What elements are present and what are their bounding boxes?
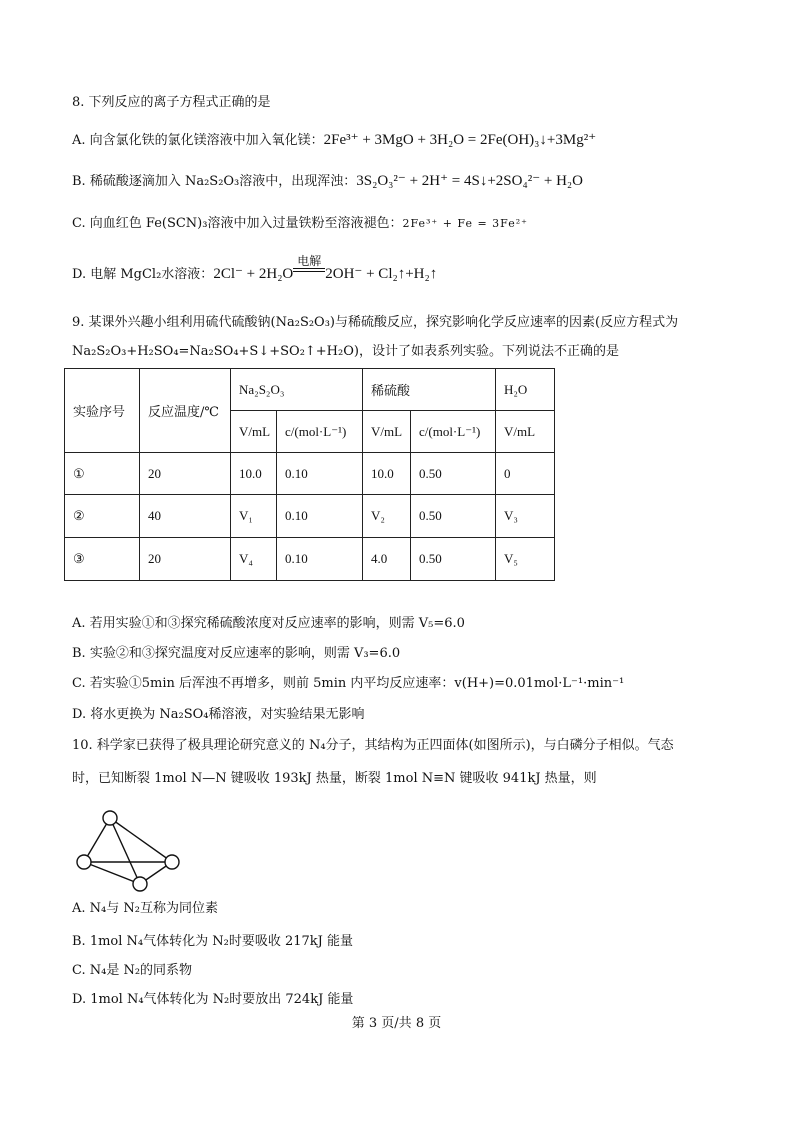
- atom-node: [133, 877, 147, 891]
- q9-stem-line1: 9. 某课外兴趣小组利用硫代硫酸钠(Na₂S₂O₃)与稀硫酸反应，探究影响化学反应速率的因素(反应方程式为: [72, 315, 679, 330]
- q9-option-c: C. 若实验①5min 后浑浊不再增多，则前 5min 内平均反应速率：v(H+)=0.01mol·L⁻¹·min⁻¹: [72, 676, 625, 691]
- table-cell: ③: [65, 538, 140, 581]
- q8-option-b-text: B. 稀硫酸逐滴加入 Na₂S₂O₃溶液中，出现浑浊：: [72, 174, 357, 189]
- electrolysis-arrow: [293, 254, 325, 284]
- q8-option-c-equation: 2Fe³⁺ + Fe = 3Fe²⁺: [402, 217, 528, 230]
- atom-node: [165, 855, 179, 869]
- table-cell: V₁: [231, 495, 277, 538]
- subheader-volume: V/mL: [496, 411, 555, 453]
- table-row: [65, 453, 555, 495]
- q8-option-a-text: A. 向含氯化铁的氯化镁溶液中加入氧化镁：: [72, 133, 324, 148]
- header-water: H₂O: [496, 369, 555, 411]
- q8-option-b: [72, 172, 583, 191]
- subheader-concentration: c/(mol·L⁻¹): [277, 411, 363, 453]
- table-row: [65, 495, 555, 538]
- q8-option-c-text: C. 向血红色 Fe(SCN)₃溶液中加入过量铁粉至溶液褪色：: [72, 216, 403, 231]
- q8-stem: 8. 下列反应的离子方程式正确的是: [72, 95, 271, 110]
- table-cell: V₃: [496, 495, 555, 538]
- subheader-volume: V/mL: [363, 411, 411, 453]
- q10-option-c: C. N₄是 N₂的同系物: [72, 963, 193, 978]
- table-cell: 0: [496, 453, 555, 495]
- table-cell: 0.50: [411, 495, 496, 538]
- table-cell: 0.10: [277, 538, 363, 581]
- table-row: [65, 538, 555, 581]
- q8-option-d-text: D. 电解 MgCl₂水溶液：: [72, 267, 214, 282]
- subheader-concentration: c/(mol·L⁻¹): [411, 411, 496, 453]
- table-cell: 10.0: [363, 453, 411, 495]
- q9-option-d: D. 将水更换为 Na₂SO₄稀溶液，对实验结果无影响: [72, 707, 365, 722]
- atom-node: [103, 811, 117, 825]
- header-sulfuric-acid: 稀硫酸: [363, 369, 496, 411]
- n4-tetrahedron-diagram: [68, 810, 188, 900]
- header-temperature: 反应温度/℃: [140, 369, 231, 453]
- q10-stem-line1: 10. 科学家已获得了极具理论研究意义的 N₄分子，其结构为正四面体(如图所示)，与白磷分子相似。气态: [72, 738, 674, 753]
- table-cell: 10.0: [231, 453, 277, 495]
- table-header-row: [65, 369, 555, 411]
- q8-option-d-left: 2Cl⁻ + 2H₂O: [213, 266, 294, 282]
- table-cell: V₂: [363, 495, 411, 538]
- q8-option-a: [72, 131, 596, 150]
- header-thiosulfate: Na₂S₂O₃: [231, 369, 363, 411]
- q9-option-b: B. 实验②和③探究温度对反应速率的影响，则需 V₃=6.0: [72, 646, 401, 661]
- q10-option-b: B. 1mol N₄气体转化为 N₂时要吸收 217kJ 能量: [72, 934, 354, 949]
- q8-option-c: [72, 215, 528, 233]
- table-cell: 0.10: [277, 453, 363, 495]
- atom-node: [77, 855, 91, 869]
- header-index: 实验序号: [65, 369, 140, 453]
- table-cell: V₄: [231, 538, 277, 581]
- q8-option-b-equation: 3S₂O₃²⁻ + 2H⁺ = 4S↓+2SO₄²⁻ + H₂O: [356, 173, 583, 189]
- q10-option-d: D. 1mol N₄气体转化为 N₂时要放出 724kJ 能量: [72, 992, 354, 1007]
- table-cell: 20: [140, 538, 231, 581]
- table-cell: 4.0: [363, 538, 411, 581]
- electrolysis-label: 电解: [297, 254, 322, 268]
- table-cell: 20: [140, 453, 231, 495]
- q9-stem-line2: Na₂S₂O₃+H₂SO₄=Na₂SO₄+S↓+SO₂↑+H₂O)，设计了如表系列实验。下列说法不正确的是: [72, 344, 619, 359]
- table-cell: 0.50: [411, 538, 496, 581]
- q10-option-a: A. N₄与 N₂互称为同位素: [72, 901, 218, 916]
- table-cell: 40: [140, 495, 231, 538]
- subheader-volume: V/mL: [231, 411, 277, 453]
- table-cell: ②: [65, 495, 140, 538]
- table-cell: 0.50: [411, 453, 496, 495]
- q10-stem-line2: 时，已知断裂 1mol N—N 键吸收 193kJ 热量，断裂 1mol N≡N 键吸收 941kJ 热量，则: [72, 771, 597, 786]
- table-cell: ①: [65, 453, 140, 495]
- q8-option-d-right: 2OH⁻ + Cl₂↑+H₂↑: [325, 266, 438, 282]
- experiment-table: [64, 368, 555, 581]
- q8-option-d: [72, 254, 438, 284]
- q9-option-a: A. 若用实验①和③探究稀硫酸浓度对反应速率的影响，则需 V₅=6.0: [72, 616, 465, 631]
- page-footer: 第 3 页/共 8 页: [351, 1016, 442, 1031]
- table-cell: 0.10: [277, 495, 363, 538]
- table-cell: V₅: [496, 538, 555, 581]
- q8-option-a-equation: 2Fe³⁺ + 3MgO + 3H₂O = 2Fe(OH)₃↓+3Mg²⁺: [323, 132, 597, 148]
